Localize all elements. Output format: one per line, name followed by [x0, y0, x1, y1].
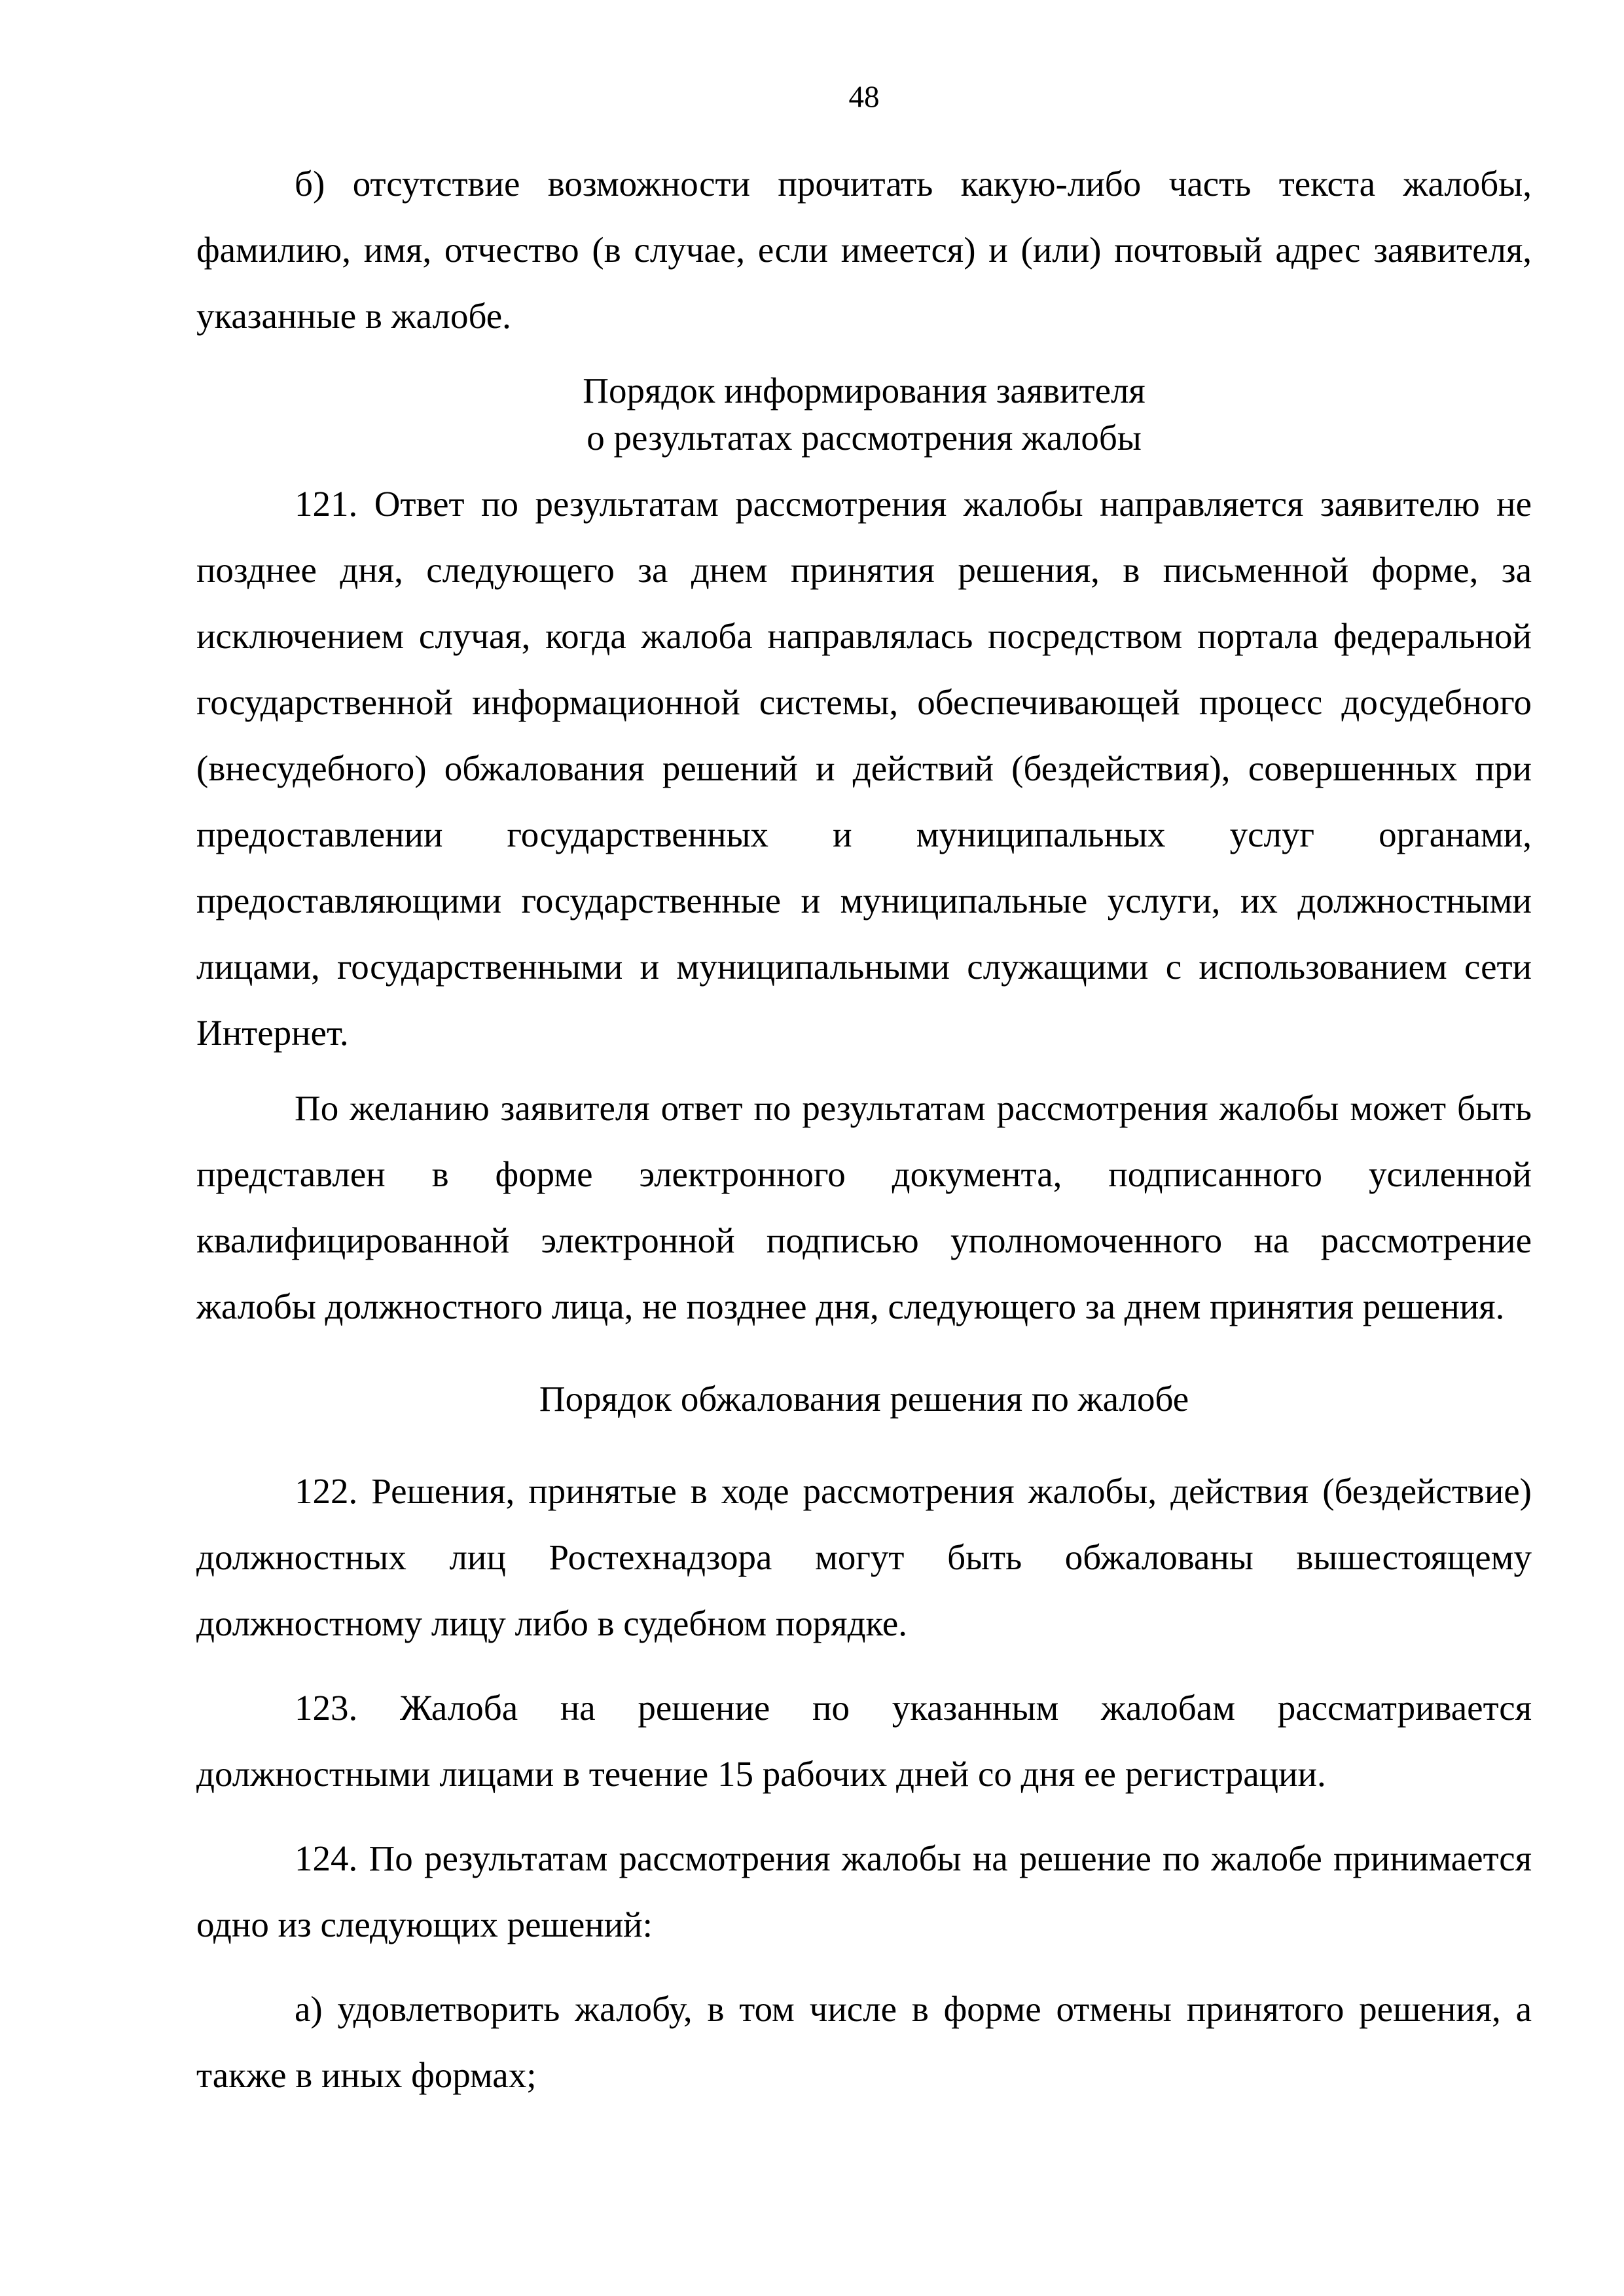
- section-heading-informing-line2: о результатах рассмотрения жалобы: [586, 418, 1142, 458]
- paragraph-122: 122. Решения, принятые в ходе рассмотрения жалобы, действия (бездействие) должностных лиц Ростехнадзора могут быть обжалованы вышестоящему должностному лицу либо в судебном порядке.: [196, 1471, 1532, 1643]
- paragraph-124-a: а) удовлетворить жалобу, в том числе в форме отмены принятого решения, а также в иных формах;: [196, 1989, 1532, 2095]
- paragraph-121-electronic: По желанию заявителя ответ по результатам рассмотрения жалобы может быть представлен в форме электронного документа, подписанного усиленной квалифицированной электронной подписью уполномоченного на рассмотрение жалобы должностного лица, не позднее дня, следующего за днем принятия решения.: [196, 1088, 1532, 1326]
- paragraph-121: 121. Ответ по результатам рассмотрения жалобы направляется заявителю не позднее дня, следующего за днем принятия решения, в письменной форме, за исключением случая, когда жалоба направлялась посредством портала федеральной государственной информационной системы, обеспечивающей процесс досудебного (внесудебного) обжалования решений и действий (бездействия), совершенных при предоставлении государственных и муниципальных услуг органами, предоставляющими государственные и муниципальные услуги, их должностными лицами, государственными и муниципальными служащими с использованием сети Интернет.: [196, 484, 1532, 1053]
- paragraph-124: 124. По результатам рассмотрения жалобы на решение по жалобе принимается одно из следующих решений:: [196, 1838, 1532, 1944]
- paragraph-123: 123. Жалоба на решение по указанным жалобам рассматривается должностными лицами в течение 15 рабочих дней со дня ее регистрации.: [196, 1688, 1532, 1794]
- document-body: [196, 151, 1532, 2108]
- section-heading-informing: [196, 367, 1532, 462]
- paragraph-b: б) отсутствие возможности прочитать какую-либо часть текста жалобы, фамилию, имя, отчество (в случае, если имеется) и (или) почтовый адрес заявителя, указанные в жалобе.: [196, 164, 1532, 336]
- section-heading-appeal: Порядок обжалования решения по жалобе: [539, 1379, 1189, 1419]
- section-heading-informing-line1: Порядок информирования заявителя: [583, 371, 1146, 410]
- page-number: 48: [848, 80, 880, 114]
